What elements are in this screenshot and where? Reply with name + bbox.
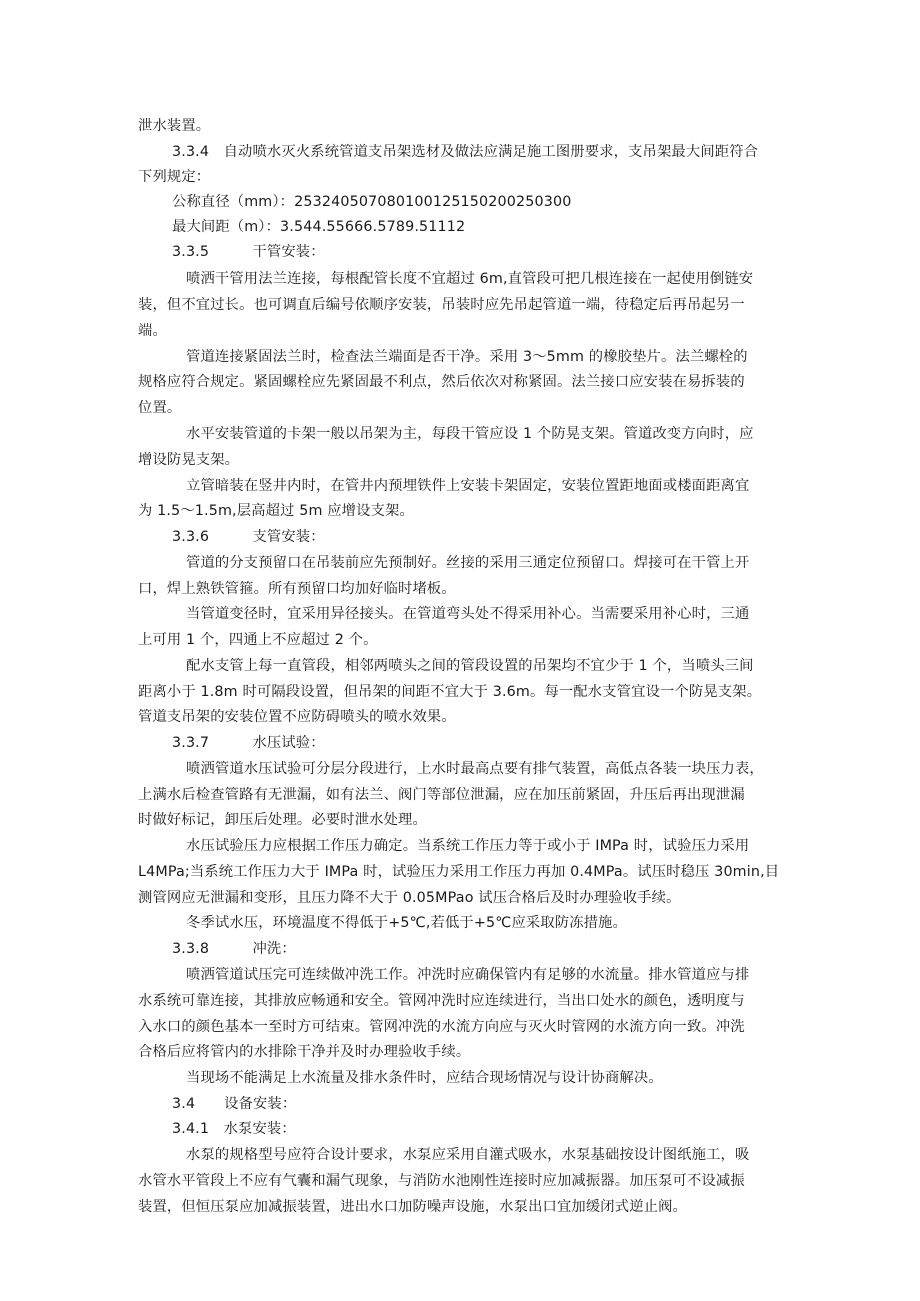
text-line: 水管水平管段上不应有气囊和漏气现象，与消防水池刚性连接时应加减振器。加压泵可不设减振 xyxy=(138,1173,745,1189)
text-line: 水压试验压力应根据工作压力确定。当系统工作压力等于或小于 IMPa 时，试验压力采用 xyxy=(186,838,750,854)
text-line: 喷洒管道试压完可连续做冲洗工作。冲洗时应确保管内有足够的水流量。排水管道应与排 xyxy=(186,967,750,983)
text-line: 配水支管上每一直管段，相邻两喷头之间的管段设置的吊架均不宜少于 1 个，当喷头三间 xyxy=(186,658,754,674)
section-heading-3-3-7: 3.3.7 水压试验： xyxy=(172,735,325,751)
section-heading-3-3-8: 3.3.8 冲洗： xyxy=(172,941,296,957)
text-line: 距离小于 1.8m 时可隔段设置，但吊架的间距不宜大于 3.6m。每一配水支管宜设一个防晃支架。 xyxy=(138,684,762,700)
text-line: 管道支吊架的安装位置不应防碍喷头的喷水效果。 xyxy=(138,709,456,725)
section-heading-3-3-6: 3.3.6 支管安装： xyxy=(172,529,325,545)
text-line: 喷洒管道水压试验可分层分段进行，上水时最高点要有排气装置，高低点各装一块压力表， xyxy=(186,761,764,777)
text-line: 当现场不能满足上水流量及排水条件时，应结合现场情况与设计协商解决。 xyxy=(186,1070,663,1086)
text-line: 入水口的颜色基本一至时方可结束。管网冲洗的水流方向应与灭火时管网的水流方向一致。冲洗 xyxy=(138,1019,745,1035)
text-line: 立管暗装在竖井内时，在管井内预埋铁件上安装卡架固定，安装位置距地面或楼面距离宜 xyxy=(186,478,750,494)
text-line: 装，但不宜过长。也可调直后编号依顺序安装，吊装时应先吊起管道一端，待稳定后再吊起另一 xyxy=(138,297,745,313)
section-heading-3-3-4: 3.3.4 自动喷水灭火系统管道支吊架选材及做法应满足施工图册要求，支吊架最大间距符合 xyxy=(172,144,759,160)
text-line: 上可用 1 个，四通上不应超过 2 个。 xyxy=(138,632,378,648)
text-line: 下列规定： xyxy=(138,169,211,185)
nominal-diameter-row: 公称直径（mm）：25324050708010012515020025030​0 xyxy=(172,194,572,210)
text-line: 管道的分支预留口在吊装前应先预制好。丝接的采用三通定位预留口。焊接可在干管上开 xyxy=(186,555,750,571)
text-line: 增设防晃支架。 xyxy=(138,452,240,468)
max-spacing-row: 最大间距（m）：3.544.55666.5789.51112 xyxy=(172,219,466,235)
text-line: 装置，但恒压泵应加减振装置，进出水口加防噪声设施，水泵出口宜加缓闭式逆止阀。 xyxy=(138,1199,687,1215)
text-line: 端。 xyxy=(138,323,167,339)
text-line: 上满水后检查管路有无泄漏，如有法兰、阀门等部位泄漏，应在加压前紧固，升压后再出现泄漏 xyxy=(138,787,745,803)
section-heading-3-3-5: 3.3.5 干管安装： xyxy=(172,244,325,260)
section-heading-3-4: 3.4 设备安装： xyxy=(172,1096,297,1112)
text-line: 水平安装管道的卡架一般以吊架为主，每段干管应设 1 个防晃支架。管道改变方向时，应 xyxy=(186,426,754,442)
text-line: 水泵的规格型号应符合设计要求，水泵应采用自灌式吸水，水泵基础按设计图纸施工，吸 xyxy=(186,1147,750,1163)
text-line: 当管道变径时，宜采用异径接头。在管道弯头处不得采用补心。当需要采用补心时，三通 xyxy=(186,606,750,622)
text-line: 位置。 xyxy=(138,400,182,416)
text-line: 冬季试水压，环境温度不得低于+5℃,若低于+5℃应采取防冻措施。 xyxy=(186,915,628,931)
section-heading-3-4-1: 3.4.1 水泵安装： xyxy=(172,1121,296,1137)
text-line: 测管网应无泄漏和变形，且压力降不大于 0.05MPao 试压合格后及时办理验收手续。 xyxy=(138,890,681,906)
text-line: 为 1.5～1.5m,层高超过 5m 应增设支架。 xyxy=(138,503,414,519)
text-line: 规格应符合规定。紧固螺栓应先紧固最不利点，然后依次对称紧固。法兰接口应安装在易拆装的 xyxy=(138,374,745,390)
text-line: 管道连接紧固法兰时，检查法兰端面是否干净。采用 3～5mm 的橡胶垫片。法兰螺栓的 xyxy=(186,349,748,365)
text-line: 水系统可靠连接，其排放应畅通和安全。管网冲洗时应连续进行，当出口处水的颜色，透明度与 xyxy=(138,993,745,1009)
text-line: 时做好标记，卸压后处理。必要时泄水处理。 xyxy=(138,812,427,828)
text-line: 喷洒干管用法兰连接，每根配管长度不宜超过 6m,直管段可把几根连接在一起使用倒链安 xyxy=(186,271,754,287)
text-line: L4MPa;当系统工作压力大于 IMPa 时，试验压力采用工作压力再加 0.4MPa。试压时稳压 30min,目 xyxy=(138,864,780,880)
text-line: 口，焊上熟铁管箍。所有预留口均加好临时堵板。 xyxy=(138,581,456,597)
text-line: 合格后应将管内的水排除干净并及时办理验收手续。 xyxy=(138,1044,471,1060)
text-line: 泄水装置。 xyxy=(138,118,211,134)
